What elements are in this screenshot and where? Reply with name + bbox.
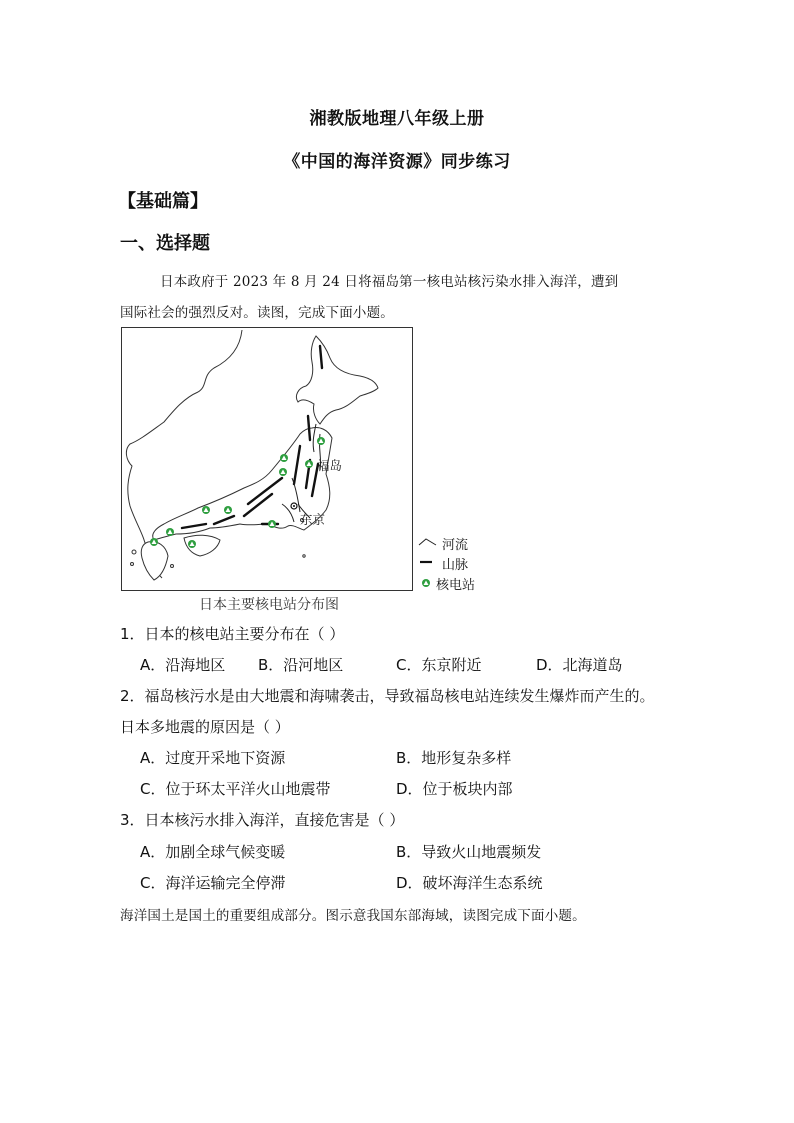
nuclear-plant-icon <box>224 506 232 514</box>
question-1-option-a[interactable]: A．沿海地区 <box>140 656 226 674</box>
map-legend <box>418 534 498 594</box>
small-island <box>171 565 174 568</box>
question-3-option-c[interactable]: C．海洋运输完全停滞 <box>140 874 286 892</box>
question-1-option-c[interactable]: C．东京附近 <box>396 656 482 674</box>
nuclear-plant-icon <box>280 454 288 462</box>
nuclear-plant-icon <box>202 506 210 514</box>
section-basic-heading: 【基础篇】 <box>118 191 208 212</box>
question-1-option-b[interactable]: B．沿河地区 <box>258 656 344 674</box>
document-title: 湘教版地理八年级上册 <box>309 109 485 129</box>
nuclear-plant-icon <box>305 460 313 468</box>
intro-text-line2: 国际社会的强烈反对。读图，完成下面小题。 <box>120 305 394 321</box>
tokyo-marker-dot <box>293 505 295 507</box>
legend-plant-label: 核电站 <box>436 578 476 593</box>
question-3-option-d[interactable]: D．破坏海洋生态系统 <box>396 874 543 892</box>
river-symbol-icon <box>418 536 438 548</box>
question-1-option-d[interactable]: D．北海道岛 <box>536 656 623 674</box>
question-2-option-b[interactable]: B．地形复杂多样 <box>396 749 512 767</box>
nuclear-plant-symbol-icon <box>418 577 438 589</box>
question-3-stem: 3．日本核污水排入海洋，直接危害是（ ） <box>120 811 405 829</box>
question-2-stem-line1: 2．福岛核污水是由大地震和海啸袭击，导致福岛核电站连续发生爆炸而产生的。 <box>120 687 655 705</box>
nuclear-plant-icon <box>279 468 287 476</box>
legend-mountain-label: 山脉 <box>442 558 469 573</box>
question-1-stem: 1．日本的核电站主要分布在（ ） <box>120 625 345 643</box>
question-2-stem-line2: 日本多地震的原因是（ ） <box>120 718 290 736</box>
nuclear-plant-icon <box>166 528 174 536</box>
question-2-option-a[interactable]: A．过度开采地下资源 <box>140 749 286 767</box>
next-section-intro: 海洋国土是国土的重要组成部分。图示意我国东部海域，读图完成下面小题。 <box>120 908 586 924</box>
nuclear-plant-icon <box>188 540 196 548</box>
question-3-option-a[interactable]: A．加剧全球气候变暖 <box>140 843 286 861</box>
nuclear-plant-icon <box>150 538 158 546</box>
question-2-option-d[interactable]: D．位于板块内部 <box>396 780 513 798</box>
japan-map <box>122 328 412 590</box>
nuclear-plant-icon <box>317 437 325 445</box>
label-fukushima: 福岛 <box>317 458 343 473</box>
question-3-option-b[interactable]: B．导致火山地震频发 <box>396 843 542 861</box>
hokkaido-island <box>296 336 378 424</box>
japan-map-frame <box>121 327 413 591</box>
mountain-symbol-icon <box>418 556 438 568</box>
intro-text-line1: 日本政府于 2023 年 8 月 24 日将福岛第一核电站核污染水排入海洋，遭到 <box>160 274 619 290</box>
small-island <box>131 563 134 566</box>
document-subtitle: 《中国的海洋资源》同步练习 <box>283 152 511 172</box>
small-island <box>303 555 305 557</box>
nuclear-plant-icon <box>268 520 276 528</box>
map-caption: 日本主要核电站分布图 <box>199 597 339 613</box>
kyushu-island <box>141 542 168 580</box>
small-island <box>132 550 136 554</box>
label-tokyo: 东京 <box>300 512 326 527</box>
legend-river-label: 河流 <box>442 538 469 553</box>
section-choice-heading: 一、选择题 <box>120 233 210 254</box>
question-2-option-c[interactable]: C．位于环太平洋火山地震带 <box>140 780 331 798</box>
